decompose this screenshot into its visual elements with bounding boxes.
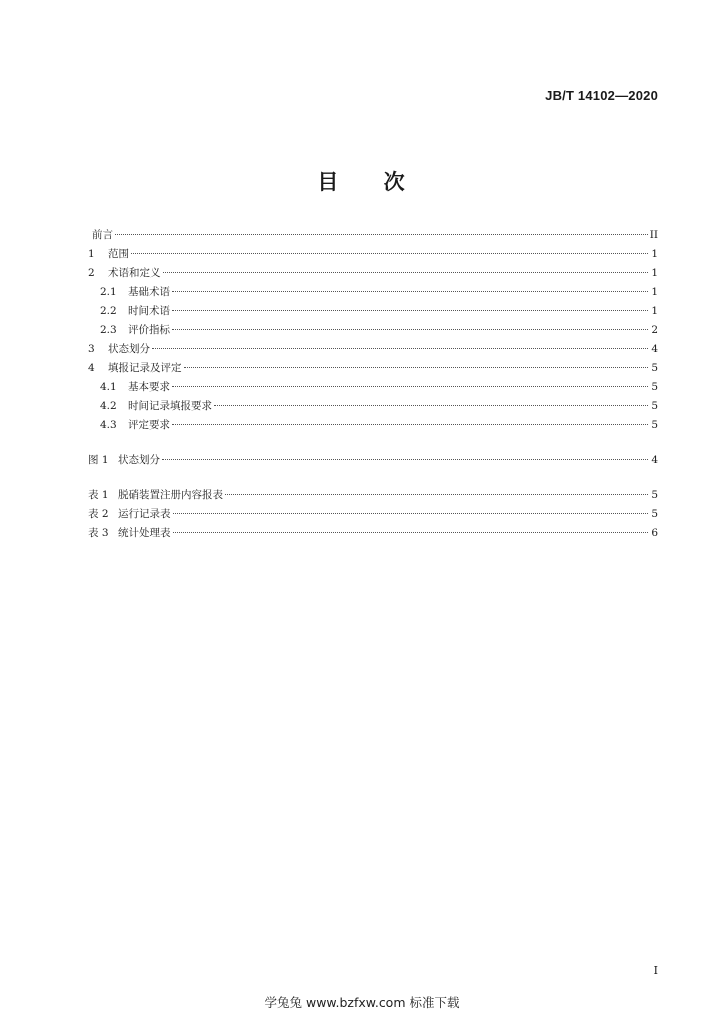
toc-entry-title: 基本要求 [128,381,170,393]
toc-entry-title: 状态划分 [108,343,150,355]
toc-entry-number: 2.1 [100,286,117,298]
toc-entry-page: II [649,229,658,241]
standard-number: JB/T 14102—2020 [545,88,658,103]
toc-dot-leader [152,348,648,349]
toc-entry-number: 4 [88,362,95,374]
toc-section-entries [88,226,658,435]
toc-dot-leader [115,234,648,235]
toc-entry-title: 状态划分 [118,454,160,466]
toc-entry[interactable] [88,264,658,283]
toc-dot-leader [172,386,648,387]
toc-dot-leader [172,291,648,292]
toc-entry-number: 4.3 [100,419,117,431]
toc-entry-title: 前言 [92,229,113,241]
toc-entry-title: 运行记录表 [118,508,171,520]
toc-entry-title: 范围 [108,248,129,260]
toc-entry-title: 统计处理表 [118,527,171,539]
toc-entry-number: 2.3 [100,324,117,336]
toc-dot-leader [184,367,649,368]
toc-entry-title: 评价指标 [128,324,170,336]
toc-entry-number: 表 2 [88,508,109,520]
toc-entry-page: 1 [651,305,658,317]
toc-table-entry[interactable] [88,524,658,543]
toc-entry-page: 5 [651,381,658,393]
toc-entry-page: 5 [651,508,658,520]
toc-dot-leader [172,424,648,425]
toc-entry[interactable] [88,397,658,416]
toc-dot-leader [225,494,648,495]
toc-gap [88,470,658,486]
table-of-contents [88,226,658,543]
toc-entry-title: 术语和定义 [108,267,161,279]
toc-entry[interactable] [88,378,658,397]
toc-entry-page: 4 [651,454,658,466]
toc-dot-leader [172,310,648,311]
toc-entry-title: 时间术语 [128,305,170,317]
toc-entry-number: 3 [88,343,95,355]
toc-dot-leader [163,272,649,273]
toc-entry[interactable] [88,245,658,264]
toc-entry[interactable] [88,340,658,359]
toc-entry-page: 6 [651,527,658,539]
toc-entry[interactable] [88,302,658,321]
toc-dot-leader [214,405,648,406]
toc-entry-page: 5 [651,419,658,431]
toc-dot-leader [131,253,648,254]
toc-entry-number: 2 [88,267,95,279]
toc-figure-entries [88,451,658,470]
toc-entry-number: 1 [88,248,95,260]
toc-entry-number: 表 3 [88,527,109,539]
toc-entry-title: 脱硝装置注册内容报表 [118,489,223,501]
toc-entry-title: 时间记录填报要求 [128,400,212,412]
toc-entry-title: 基础术语 [128,286,170,298]
toc-dot-leader [173,513,649,514]
toc-entry-page: 2 [651,324,658,336]
toc-entry[interactable] [88,416,658,435]
toc-table-entries [88,486,658,543]
toc-entry[interactable] [88,283,658,302]
page-number: I [653,964,658,977]
toc-figure-entry[interactable] [88,451,658,470]
toc-entry-page: 5 [651,400,658,412]
toc-entry-number: 4.1 [100,381,117,393]
toc-entry-page: 5 [651,489,658,501]
toc-entry-title: 填报记录及评定 [108,362,182,374]
toc-entry-page: 4 [651,343,658,355]
toc-entry-number: 表 1 [88,489,109,501]
toc-entry[interactable] [88,226,658,245]
toc-entry[interactable] [88,359,658,378]
toc-entry-title: 评定要求 [128,419,170,431]
toc-entry-page: 1 [651,286,658,298]
toc-entry[interactable] [88,321,658,340]
toc-entry-number: 4.2 [100,400,117,412]
toc-title: 目 次 [317,170,407,194]
toc-entry-page: 1 [651,248,658,260]
toc-table-entry[interactable] [88,486,658,505]
toc-entry-number: 图 1 [88,454,109,466]
toc-dot-leader [173,532,649,533]
toc-entry-number: 2.2 [100,305,117,317]
toc-dot-leader [162,459,648,460]
toc-dot-leader [172,329,648,330]
toc-entry-page: 1 [651,267,658,279]
toc-entry-page: 5 [651,362,658,374]
toc-table-entry[interactable] [88,505,658,524]
toc-gap [88,435,658,451]
footer-watermark: 学兔兔 www.bzfxw.com 标准下载 [264,995,460,1010]
